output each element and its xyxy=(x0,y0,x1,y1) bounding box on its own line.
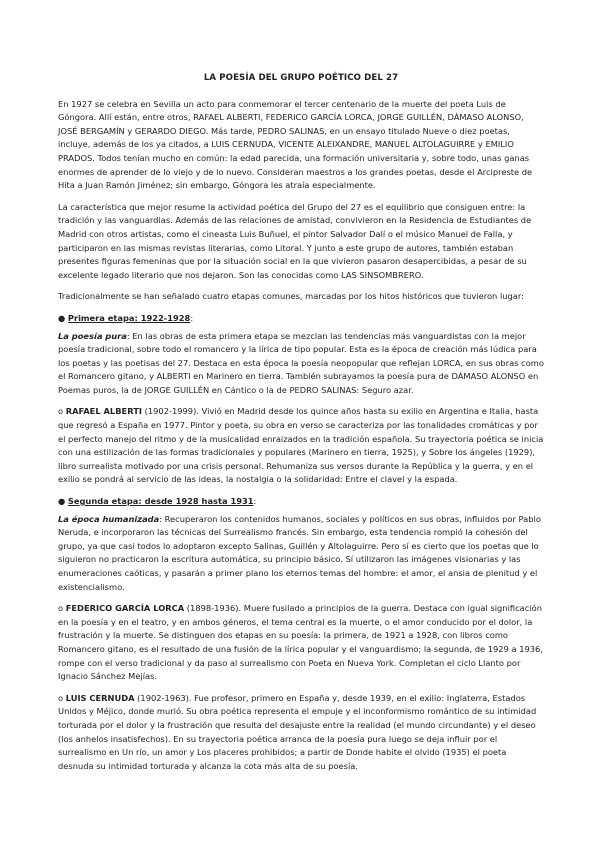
lorca-paragraph xyxy=(58,602,544,684)
humanized-text: : Recuperaron los contenidos humanos, sociales y políticos en sus obras, influidos por Pablo Neruda, e incorporaron las técnicas del Surrealismo francés. Sin embargo, esta tendencia rompió la cohesión del grupo, ya que casi todos lo adoptaron excepto Salinas, Guillén y Altolaguirre. Pero sí es cierto que los poetas que lo siguieron no practicaron la escritura automática, su principio básico. Sí utilizaron las imágenes visionarias y las enumeraciones caóticas, y pasarán a primer plano los eternos temas del hombre: el amor, el ansia de plenitud y el existencialismo. xyxy=(58,513,541,592)
pure-poetry-paragraph xyxy=(58,330,544,398)
lorca-prefix: o xyxy=(58,603,66,614)
cernuda-text: (1902-1963). Fue profesor, primero en España y, desde 1939, en el exilio: Inglaterra, Estados Unidos y Méjico, donde murió. Su obra poética representa el empuje y el inconformismo romántico de su intimidad torturada por el dolor y la frustración que resulta del desajuste entre la realidad (el mundo circundante) y el deseo (los anhelos insatisfechos). En su trayectoria poética arranca de la poesía pura luego se deja influir por el surrealismo en Un río, un amor y Los placeres prohibidos; a partir de Donde habite el olvido (1935) el poeta desnuda su intimidad torturada y alcanza la cota más alta de su poesía. xyxy=(58,692,537,771)
stage-2-colon: : xyxy=(253,496,257,507)
cernuda-prefix: o xyxy=(58,692,66,703)
bullet-icon: ● xyxy=(58,312,66,323)
stage-1-colon: : xyxy=(190,312,194,323)
stages-intro-paragraph: Tradicionalmente se han señalado cuatro etapas comunes, marcadas por los hitos históricos que tuvieron lugar: xyxy=(58,291,524,302)
intro-paragraph: En 1927 se celebra en Sevilla un acto para conmemorar el tercer centenario de la muerte del poeta Luis de Góngora. Allí están, entre otros, RAFAEL ALBERTI, FEDERICO GARCÍA LORCA, JORGE GUILLÉN, DÁMASO ALONSO, JOSÉ BERGAMÍN y GERARDO DIEGO. Más tarde, PEDRO SALINAS, en un ensayo titulado Nueve o diez poetas, incluye, además de los ya citados, a LUIS CERNUDA, VICENTE ALEIXANDRE, MANUEL ALTOLAGUIRRE y EMILIO PRADOS. Todos tenían mucho en común: la edad parecida, una formación universitaria y, sobre todo, unas ganas enormes de aprender de lo viejo y de lo nuevo. Consideran maestros a los grandes poetas, desde el Arcipreste de Hita a Juan Ramón Jiménez; sin embargo, Góngora les atraía especialmente. xyxy=(58,98,533,191)
pure-poetry-text: : En las obras de esta primera etapa se mezclan las tendencias más vanguardistas con la mejor poesía tradicional, sobre todo el romancero y la lírica de tipo popular. Esta es la época de creación más lúdica para los poetas y las poetisas del 27. Destaca en esta época la poesía neopopular que reflejan LORCA, en sus obras como el Romancero gitano, y ALBERTI en Marinero en tierra. También subrayamos la poesía pura de DÁMASO ALONSO en Poemas puros, la de JORGE GUILLÉN en Cántico o la de PEDRO SALINAS: Seguro azar. xyxy=(58,330,544,395)
alberti-text: (1902-1999). Vivió en Madrid desde los quince años hasta su exilio en Argentina e Italia, hasta que regresó a España en 1977. Pintor y poeta, su obra en verso se caracteriza por las tonalidades cromáticas y por el perfecto manejo del ritmo y de la musicalidad enraizados en la tradición española. Su trayectoria poética se inicia con una estilización de las formas tradicionales y populares (Marinero en tierra, 1925), y Sobre los ángeles (1929), libro surrealista motivado por una crisis personal. Rehumaniza sus versos durante la República y la guerra, y en el exilio se pondrá al servicio de las ideas, la nostalgia o la solidaridad: Entre el clavel y la espada. xyxy=(58,406,544,485)
cernuda-paragraph xyxy=(58,692,544,774)
lorca-name: FEDERICO GARCÍA LORCA xyxy=(65,603,185,614)
pure-poetry-label: La poesía pura xyxy=(58,330,127,341)
lorca-text: (1898-1936). Muere fusilado a principios de la guerra. Destaca con igual significación en la poesía y en el teatro, y en ambos géneros, el tema central es la muerte, o el amor conducido por el dolor, la frustración y la muerte. Se distinguen dos etapas en su poesía: la primera, de 1921 a 1928, con libros como Romancero gitano, es el resultado de una fusión de la lírica popular y el vanguardismo; la segunda, de 1929 a 1936, rompe con el verso tradicional y da paso al surrealismo con Poeta en Nueva York. Completan el ciclo Llanto por Ignacio Sánchez Mejías. xyxy=(58,603,543,682)
humanized-paragraph xyxy=(58,513,544,595)
humanized-label: La época humanizada xyxy=(58,513,160,524)
stage-1-heading xyxy=(58,312,544,326)
stage-2-heading xyxy=(58,495,544,509)
document-title: LA POESÍA DEL GRUPO POÉTICO DEL 27 xyxy=(203,73,399,83)
bullet-icon: ● xyxy=(58,496,66,507)
stage-2-title: Segunda etapa: desde 1928 hasta 1931 xyxy=(67,496,254,507)
alberti-prefix: o xyxy=(58,406,66,417)
characteristic-paragraph: La característica que mejor resume la actividad poética del Grupo del 27 es el equilibrio que consiguen entre: la tradición y las vanguardias. Además de las relaciones de amistad, convivieron en la Residencia de Estudiantes de Madrid con otros artistas, como el cineasta Luis Buñuel, el pintor Salvador Dalí o el músico Manuel de Falla, y participaron en las mismas revistas literarias, como Litoral. Y junto a este grupo de autores, también estaban presentes figuras femeninas que por la situación social en la que vivieron pasaron desapercibidas, a pesar de su excelente legado literario que nos dejaron. Son las conocidas como LAS SINSOMBRERO. xyxy=(58,201,532,280)
cernuda-name: LUIS CERNUDA xyxy=(65,692,135,703)
alberti-name: RAFAEL ALBERTI xyxy=(65,406,142,417)
alberti-paragraph xyxy=(58,405,544,487)
stage-1-title: Primera etapa: 1922-1928 xyxy=(67,312,191,323)
